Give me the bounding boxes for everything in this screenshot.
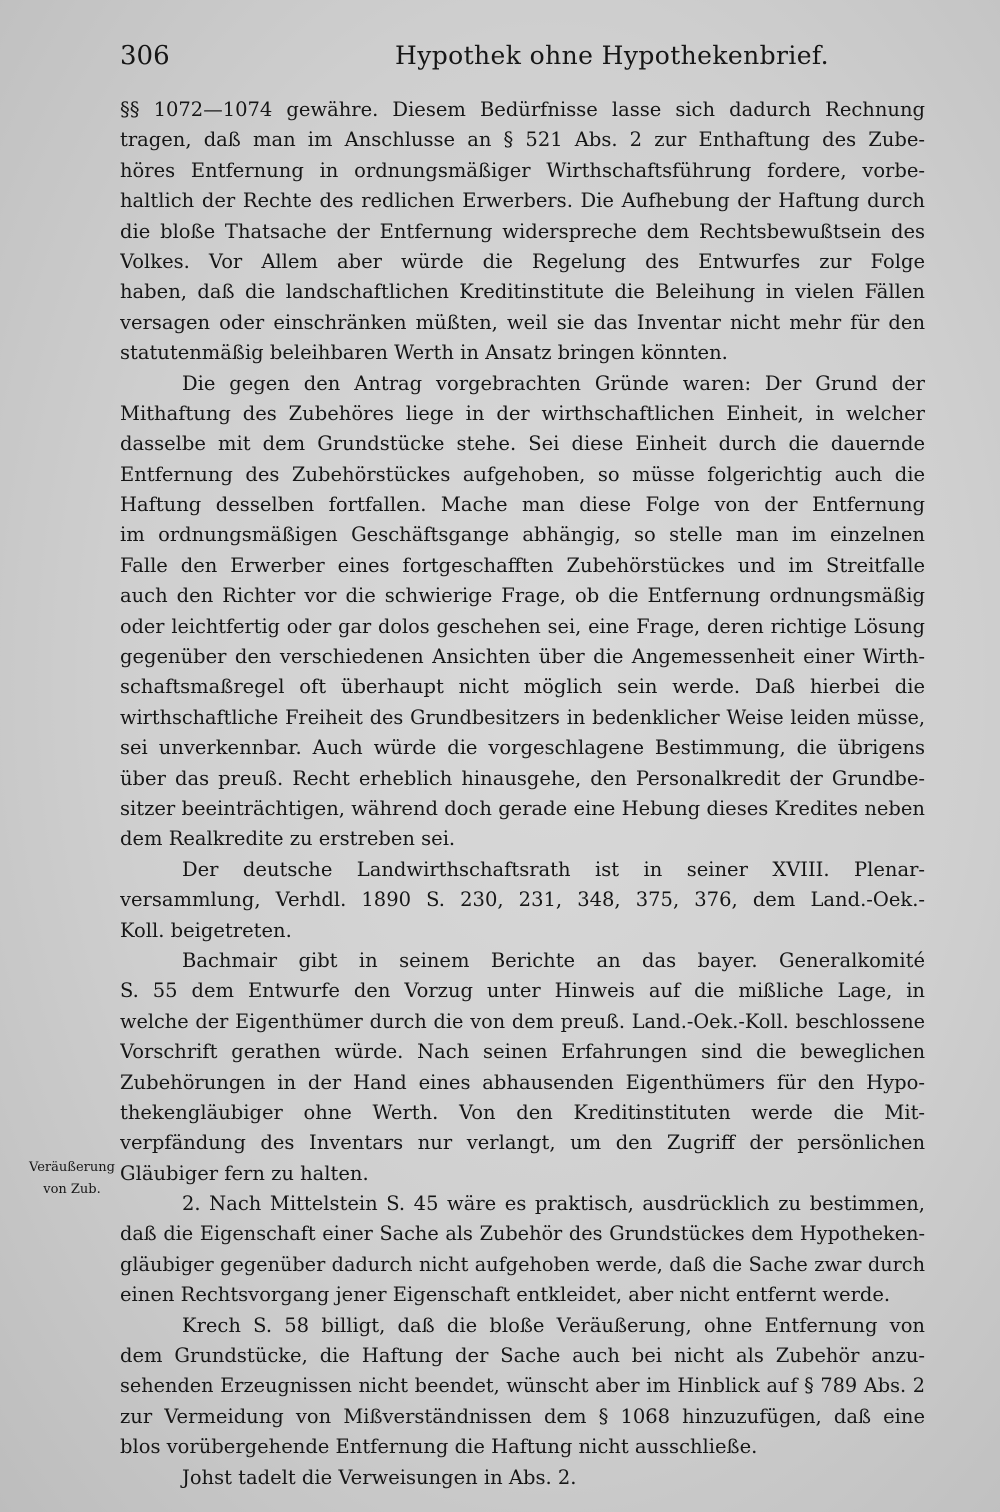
text-line: S. 55 dem Entwurfe den Vorzug unter Hinweis auf die mißliche Lage, in xyxy=(120,979,925,1003)
text-line: thekengläubiger ohne Werth. Von den Kreditinstituten werde die Mit- xyxy=(120,1100,925,1124)
page-number: 306 xyxy=(120,41,170,71)
body-text xyxy=(120,95,925,1493)
text-line: Volkes. Vor Allem aber würde die Regelung des Entwurfes zur Folge xyxy=(120,249,925,273)
text-line: dasselbe mit dem Grundstücke stehe. Sei diese Einheit durch die dauernde xyxy=(120,432,925,456)
running-head: Hypothek ohne Hypothekenbrief. xyxy=(395,41,830,70)
text-line: welche der Eigenthümer durch die von dem preuß. Land.-Oek.-Koll. beschlossene xyxy=(120,1009,925,1033)
text-line: sei unverkennbar. Auch würde die vorgeschlagene Bestimmung, die übrigens xyxy=(120,736,925,760)
text-line: Entfernung des Zubehörstückes aufgehoben, so müsse folgerichtig auch die xyxy=(120,462,925,486)
text-line: einen Rechtsvorgang jener Eigenschaft entkleidet, aber nicht entfernt werde. xyxy=(120,1283,891,1307)
text-line: Falle den Erwerber eines fortgeschafften Zubehörstückes und im Streitfalle xyxy=(120,553,925,577)
text-line: Zubehörungen in der Hand eines abhausenden Eigenthümers für den Hypo- xyxy=(120,1070,925,1094)
text-line: Vorschrift gerathen würde. Nach seinen Erfahrungen sind die beweglichen xyxy=(120,1040,925,1064)
text-line: gläubiger gegenüber dadurch nicht aufgehoben werde, daß die Sache zwar durch xyxy=(120,1252,925,1276)
text-line: über das preuß. Recht erheblich hinausgehe, den Personalkredit der Grundbe- xyxy=(120,766,925,790)
text-line: höres Entfernung in ordnungsmäßiger Wirthschaftsführung fordere, vorbe- xyxy=(120,158,925,182)
text-line: dem Grundstücke, die Haftung der Sache auch bei nicht als Zubehör anzu- xyxy=(120,1344,925,1368)
text-line: haben, daß die landschaftlichen Kreditinstitute die Beleihung in vielen Fällen xyxy=(120,280,925,304)
text-line: verpfändung des Inventars nur verlangt, um den Zugriff der persönlichen xyxy=(120,1131,925,1155)
text-line: haltlich der Rechte des redlichen Erwerbers. Die Aufhebung der Haftung durch xyxy=(120,189,925,213)
text-line: sehenden Erzeugnissen nicht beendet, wünscht aber im Hinblick auf § 789 Abs. 2 xyxy=(120,1374,925,1398)
text-line: tragen, daß man im Anschlusse an § 521 Abs. 2 zur Enthaftung des Zube- xyxy=(120,128,925,152)
text-line: daß die Eigenschaft einer Sache als Zubehör des Grundstückes dem Hypotheken- xyxy=(120,1222,925,1246)
text-line: Bachmair gibt in seinem Berichte an das bayer. Generalkomité xyxy=(182,948,925,972)
text-line: versagen oder einschränken müßten, weil sie das Inventar nicht mehr für den xyxy=(120,310,925,334)
margin-note-line: Veräußerung xyxy=(29,1160,115,1175)
text-line: wirthschaftliche Freiheit des Grundbesitzers in bedenklicher Weise leiden müsse, xyxy=(120,705,925,729)
text-line: sitzer beeinträchtigen, während doch gerade eine Hebung dieses Kredites neben xyxy=(120,796,925,820)
text-line: dem Realkredite zu erstreben sei. xyxy=(120,827,456,851)
text-line: die bloße Thatsache der Entfernung widerspreche dem Rechtsbewußtsein des xyxy=(120,219,925,243)
text-line: auch den Richter vor die schwierige Frage, ob die Entfernung ordnungsmäßig xyxy=(120,584,925,608)
margin-note xyxy=(22,1157,122,1201)
margin-note-line: von Zub. xyxy=(43,1182,101,1197)
text-line: 2. Nach Mittelstein S. 45 wäre es praktisch, ausdrücklich zu bestimmen, xyxy=(182,1192,925,1216)
text-line: Gläubiger fern zu halten. xyxy=(120,1161,369,1185)
text-line: Haftung desselben fortfallen. Mache man diese Folge von der Entfernung xyxy=(120,493,925,517)
text-line: zur Vermeidung von Mißverständnissen dem § 1068 hinzuzufügen, daß eine xyxy=(120,1404,925,1428)
text-line: oder leichtfertig oder gar dolos geschehen sei, eine Frage, deren richtige Lösung xyxy=(120,614,925,638)
text-line: Koll. beigetreten. xyxy=(120,918,292,942)
text-line: versammlung, Verhdl. 1890 S. 230, 231, 348, 375, 376, dem Land.-Oek.- xyxy=(120,888,925,912)
text-line: Mithaftung des Zubehöres liege in der wirthschaftlichen Einheit, in welcher xyxy=(120,401,925,425)
text-line: §§ 1072—1074 gewähre. Diesem Bedürfnisse lasse sich dadurch Rechnung xyxy=(120,98,925,121)
text-line: im ordnungsmäßigen Geschäftsgange abhängig, so stelle man im einzelnen xyxy=(120,523,925,547)
text-line: Der deutsche Landwirthschaftsrath ist in seiner XVIII. Plenar- xyxy=(182,857,925,881)
text-line: Krech S. 58 billigt, daß die bloße Veräußerung, ohne Entfernung von xyxy=(182,1313,925,1337)
text-line: Johst tadelt die Verweisungen in Abs. 2. xyxy=(182,1465,577,1489)
text-line: gegenüber den verschiedenen Ansichten über die Angemessenheit einer Wirth- xyxy=(120,645,925,669)
text-line: schaftsmaßregel oft überhaupt nicht möglich sein werde. Daß hierbei die xyxy=(120,675,925,699)
text-line: statutenmäßig beleihbaren Werth in Ansatz bringen könnten. xyxy=(120,341,728,365)
text-line: blos vorübergehende Entfernung die Haftung nicht ausschließe. xyxy=(120,1435,758,1459)
text-line: Die gegen den Antrag vorgebrachten Gründe waren: Der Grund der xyxy=(182,371,925,395)
